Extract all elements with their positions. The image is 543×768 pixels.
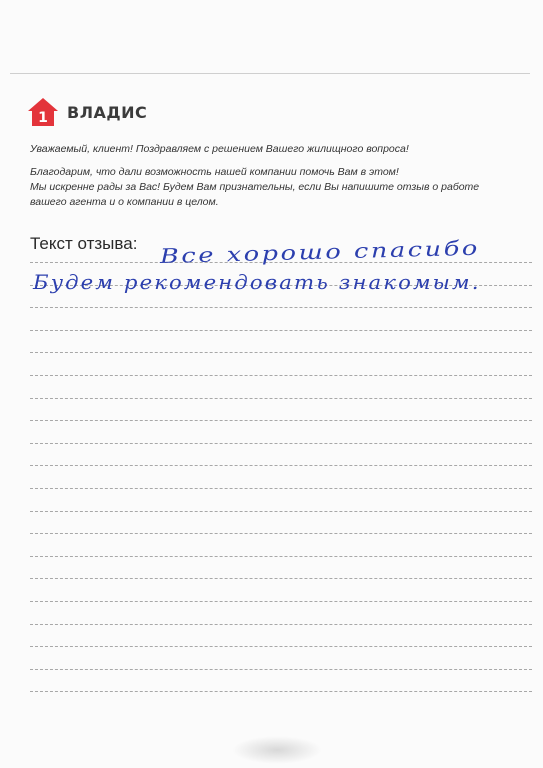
greeting-text: Уважаемый, клиент! Поздравляем с решением Вашего жилищного вопроса! (30, 143, 409, 155)
ruled-line (30, 330, 532, 331)
scan-smudge (232, 736, 322, 764)
house-number-icon (27, 97, 59, 127)
brand-name: ВЛАДИС (67, 102, 148, 122)
message-line: Благодарим, что дали возможность нашей компании помочь Вам в этом! (30, 166, 399, 178)
ruled-line (30, 533, 532, 534)
ruled-line (30, 465, 532, 466)
brand-logo (27, 97, 147, 127)
review-label: Текст отзыва: (30, 234, 138, 253)
message-line: Мы искренне рады за Вас! Будем Вам признательны, если Вы напишите отзыв о работе (30, 181, 480, 193)
ruled-line (30, 443, 532, 444)
handwritten-review-line: Будем рекомендовать знакомым. (33, 270, 481, 294)
ruled-line (30, 624, 532, 625)
ruled-line (30, 352, 532, 353)
ruled-line (30, 375, 532, 376)
handwritten-review-line: Все хорошо спасибо (159, 235, 481, 268)
message-line: вашего агента и о компании в целом. (30, 196, 219, 208)
ruled-line (30, 511, 532, 512)
ruled-line (30, 601, 532, 602)
ruled-line (30, 307, 532, 308)
ruled-line (30, 646, 532, 647)
ruled-line (30, 488, 532, 489)
svg-text:1: 1 (38, 110, 48, 126)
ruled-line (30, 669, 532, 670)
ruled-line (30, 556, 532, 557)
ruled-line (30, 691, 532, 692)
ruled-line (30, 398, 532, 399)
ruled-line (30, 420, 532, 421)
top-divider (10, 73, 530, 74)
ruled-line (30, 578, 532, 579)
